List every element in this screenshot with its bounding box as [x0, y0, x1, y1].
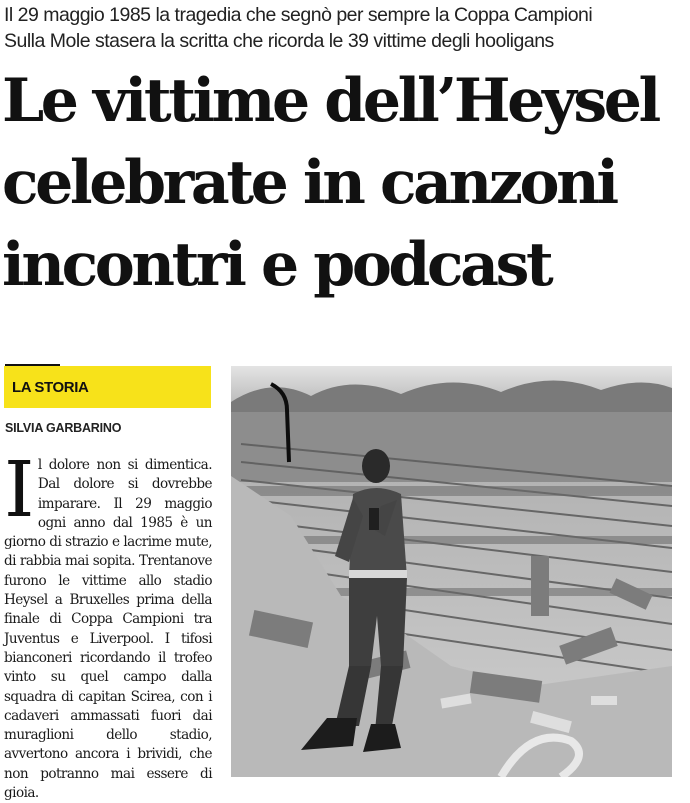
section-rubric: [4, 366, 211, 408]
headline-line-3: incontri e podcast: [2, 230, 551, 300]
headline-line-1: Le vittime dell’Heysel: [2, 66, 658, 136]
dropcap: I: [4, 446, 34, 535]
byline: SILVIA GARBARINO: [5, 421, 122, 435]
article-photo: [231, 366, 672, 777]
kicker-line-1: Il 29 maggio 1985 la tragedia che segnò per sempre la Coppa Campioni: [4, 4, 593, 26]
article-text: l dolore non si dimentica. Dal dolore si dovrebbe imparare. Il 29 maggio ogni anno dal 1985 è un giorno di strazio e lacrime mute, di rabbia mai sopita. Trentanove furono le vittime allo stadio Heysel a Bruxelles prima della finale di Coppa Campioni tra Juventus e Liverpool. I tifosi bianconeri ricordando il trofeo vinto su quel campo dalla squadra di capitan Scirea, con i cadaveri ammassati fuori dai muraglioni dello stadio, avvertono ancora i brividi, che non potranno mai essere di gioia.: [4, 457, 212, 802]
kicker: [4, 2, 688, 54]
headline: [2, 60, 688, 306]
kicker-line-2: Sulla Mole stasera la scritta che ricorda le 39 vittime degli hooligans: [4, 30, 554, 52]
article-body: [4, 446, 212, 803]
headline-line-2: celebrate in canzoni: [2, 148, 616, 218]
rubric-label: LA STORIA: [12, 379, 89, 396]
photo-illustration: [231, 366, 672, 777]
